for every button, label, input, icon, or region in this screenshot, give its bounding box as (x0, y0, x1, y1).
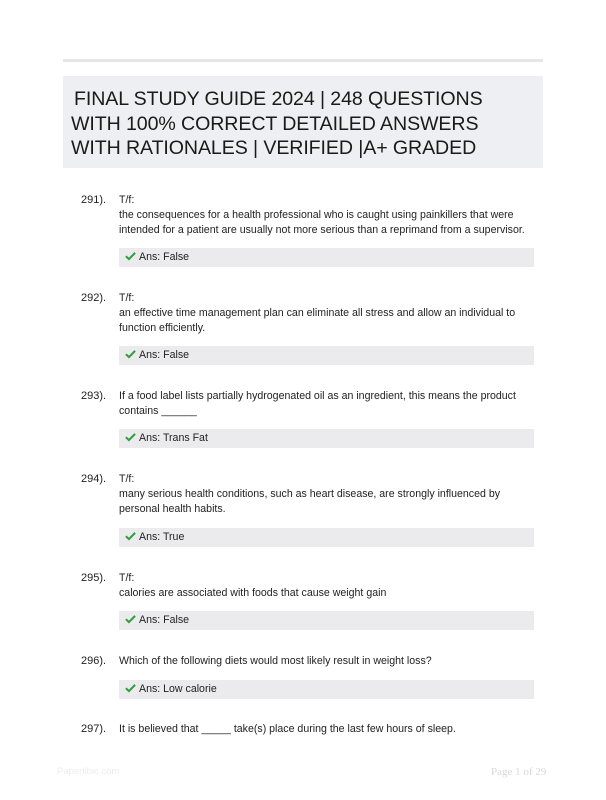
question-number: 295). (81, 572, 107, 584)
answer-text: Ans: Trans Fat (139, 432, 208, 444)
question-number: 296). (81, 655, 107, 667)
page-indicator: Page 1 of 29 (491, 766, 547, 778)
question-line: contains ______ (119, 405, 197, 418)
question-number: 294). (81, 473, 107, 485)
question-line: It is believed that _____ take(s) place during the last few hours of sleep. (119, 723, 456, 735)
answer-text: Ans: False (139, 251, 190, 263)
answer-box (119, 528, 534, 547)
question-line: intended for a patient are usually not more serious than a reprimand from a supervisor. (119, 224, 525, 237)
question-text (119, 472, 539, 518)
question-number: 291). (81, 194, 107, 206)
answer-text: Ans: False (139, 614, 190, 626)
question-line: T/f: (119, 194, 135, 206)
question-line: If a food label lists partially hydrogenated oil as an ingredient, this means the product (119, 390, 516, 402)
question-line: many serious health conditions, such as heart disease, are strongly influenced by (119, 488, 501, 501)
footer-watermark: Paperlibic.com (57, 766, 120, 777)
question-line: personal health habits. (119, 503, 226, 516)
answer-box (119, 346, 534, 365)
question-line: T/f: (119, 473, 135, 485)
question-line: the consequences for a health professional who is caught using painkillers that were (119, 209, 514, 222)
question-line: calories are associated with foods that cause weight gain (119, 587, 387, 600)
answer-box (119, 680, 534, 699)
check-icon (125, 432, 136, 442)
question-number: 293). (81, 390, 107, 402)
answer-box (119, 248, 534, 267)
document-title-banner (63, 76, 543, 168)
answer-text: Ans: Low calorie (139, 683, 217, 695)
check-icon (125, 614, 136, 624)
title-line-2: WITH 100% CORRECT DETAILED ANSWERS (71, 112, 479, 135)
question-line: T/f: (119, 572, 135, 584)
question-number: 297). (81, 723, 107, 735)
answer-text: Ans: False (139, 349, 190, 361)
top-divider (63, 59, 543, 62)
answer-box (119, 429, 534, 448)
question-line: T/f: (119, 292, 135, 304)
answer-box (119, 611, 534, 630)
check-icon (125, 251, 136, 261)
question-text (119, 654, 539, 669)
question-text (119, 193, 539, 239)
check-icon (125, 683, 136, 693)
question-number: 292). (81, 292, 107, 304)
title-line-3: WITH RATIONALES | VERIFIED |A+ GRADED (71, 137, 477, 159)
title-line-1: FINAL STUDY GUIDE 2024 | 248 QUESTIONS (74, 88, 483, 110)
question-text (119, 722, 539, 737)
question-line: function efficiently. (119, 322, 206, 335)
question-line: an effective time management plan can eliminate all stress and allow an individual to (119, 307, 516, 320)
check-icon (125, 531, 136, 541)
question-text (119, 291, 539, 337)
question-text (119, 571, 539, 601)
question-line: Which of the following diets would most likely result in weight loss? (119, 655, 432, 667)
question-text (119, 389, 539, 419)
answer-text: Ans: True (139, 531, 185, 543)
check-icon (125, 349, 136, 359)
